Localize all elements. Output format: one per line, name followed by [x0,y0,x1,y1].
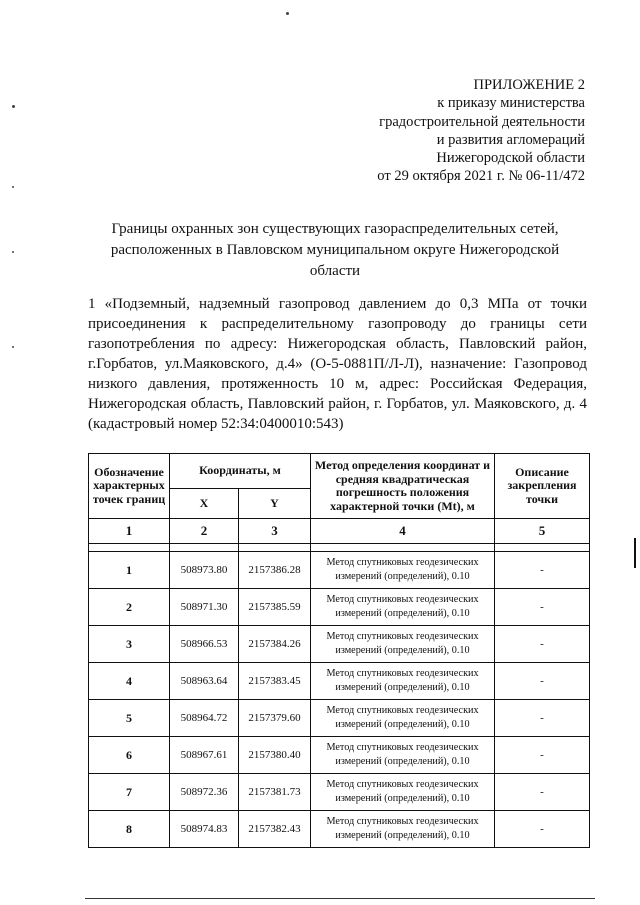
appendix-line: градостроительной деятельности [379,113,585,130]
scan-edge-mark [634,538,636,568]
cell-method: Метод спутниковых геодезических измерений (определений), 0.10 [311,774,495,811]
cell-description: - [495,774,590,811]
header-method: Метод определения координат и средняя квадратическая погрешность положения характерной точки (Mt), м [311,454,495,519]
coordinates-table [88,453,590,848]
cell-y: 2157381.73 [239,774,311,811]
header-y: Y [239,489,311,519]
cell-method: Метод спутниковых геодезических измерений (определений), 0.10 [311,811,495,848]
appendix-line: Нижегородской области [436,150,585,167]
cell-point: 5 [89,700,170,737]
page-bottom-rule [85,898,595,899]
cell-y: 2157384.26 [239,626,311,663]
header-coordinates: Координаты, м [170,454,311,489]
cell-point: 3 [89,626,170,663]
appendix-line: ПРИЛОЖЕНИЕ 2 [473,77,585,93]
cell-y: 2157382.43 [239,811,311,848]
document-title: Границы охранных зон существующих газораспределительных сетей, расположенных в Павловском муниципальном округе Нижегородской области [110,221,560,279]
cell-x: 508963.64 [170,663,239,700]
cell-x: 508974.83 [170,811,239,848]
table-row [89,552,590,589]
cell-description: - [495,589,590,626]
appendix-line: от 29 октября 2021 г. № 06-11/472 [377,168,585,185]
cell-point: 1 [89,552,170,589]
table-row [89,626,590,663]
table-row [89,737,590,774]
cell-point: 6 [89,737,170,774]
cell-x: 508967.61 [170,737,239,774]
cell-point: 7 [89,774,170,811]
object-description: 1 «Подземный, надземный газопровод давлением до 0,3 МПа от точки присоединения к распределительному газопроводу до границы сети газопотребления по адресу: Нижегородская область, Павловский район, г.Горбатов, ул.Маяковского, д.4» (О-5-0881П/Л-Л), назначение: Газопровод низкого давления, протяженность 10 м, адрес: Российская Федерация, Нижегородская область, Павловский район, г. Горбатов, ул. Маяковского, д. 4 (кадастровый номер 52:34:0400010:543) [88,296,587,432]
cell-method: Метод спутниковых геодезических измерений (определений), 0.10 [311,626,495,663]
column-number: 3 [239,519,311,544]
cell-method: Метод спутниковых геодезических измерений (определений), 0.10 [311,737,495,774]
table-row [89,663,590,700]
scan-speck [12,186,14,188]
cell-x: 508973.80 [170,552,239,589]
cell-method: Метод спутниковых геодезических измерений (определений), 0.10 [311,700,495,737]
cell-x: 508971.30 [170,589,239,626]
cell-description: - [495,626,590,663]
cell-y: 2157386.28 [239,552,311,589]
cell-description: - [495,811,590,848]
table-row [89,811,590,848]
header-point: Обозначение характерных точек границ [89,454,170,519]
scan-speck [12,105,15,108]
column-number: 5 [495,519,590,544]
header-description: Описание закрепления точки [495,454,590,519]
column-number: 4 [311,519,495,544]
cell-method: Метод спутниковых геодезических измерений (определений), 0.10 [311,589,495,626]
cell-y: 2157385.59 [239,589,311,626]
cell-x: 508972.36 [170,774,239,811]
scan-speck [286,12,289,15]
cell-y: 2157380.40 [239,737,311,774]
cell-y: 2157383.45 [239,663,311,700]
cell-description: - [495,663,590,700]
column-number: 2 [170,519,239,544]
appendix-line: и развития агломераций [436,131,585,148]
header-x: X [170,489,239,519]
appendix-header [340,76,585,186]
cell-point: 2 [89,589,170,626]
cell-y: 2157379.60 [239,700,311,737]
scan-speck [12,346,14,348]
appendix-line: к приказу министерства [437,95,585,112]
cell-method: Метод спутниковых геодезических измерений (определений), 0.10 [311,663,495,700]
cell-description: - [495,737,590,774]
cell-point: 4 [89,663,170,700]
column-number: 1 [89,519,170,544]
table-row [89,700,590,737]
cell-x: 508966.53 [170,626,239,663]
scan-speck [12,251,14,253]
cell-method: Метод спутниковых геодезических измерений (определений), 0.10 [311,552,495,589]
cell-description: - [495,552,590,589]
table-row [89,589,590,626]
table-row [89,774,590,811]
cell-x: 508964.72 [170,700,239,737]
cell-description: - [495,700,590,737]
cell-point: 8 [89,811,170,848]
